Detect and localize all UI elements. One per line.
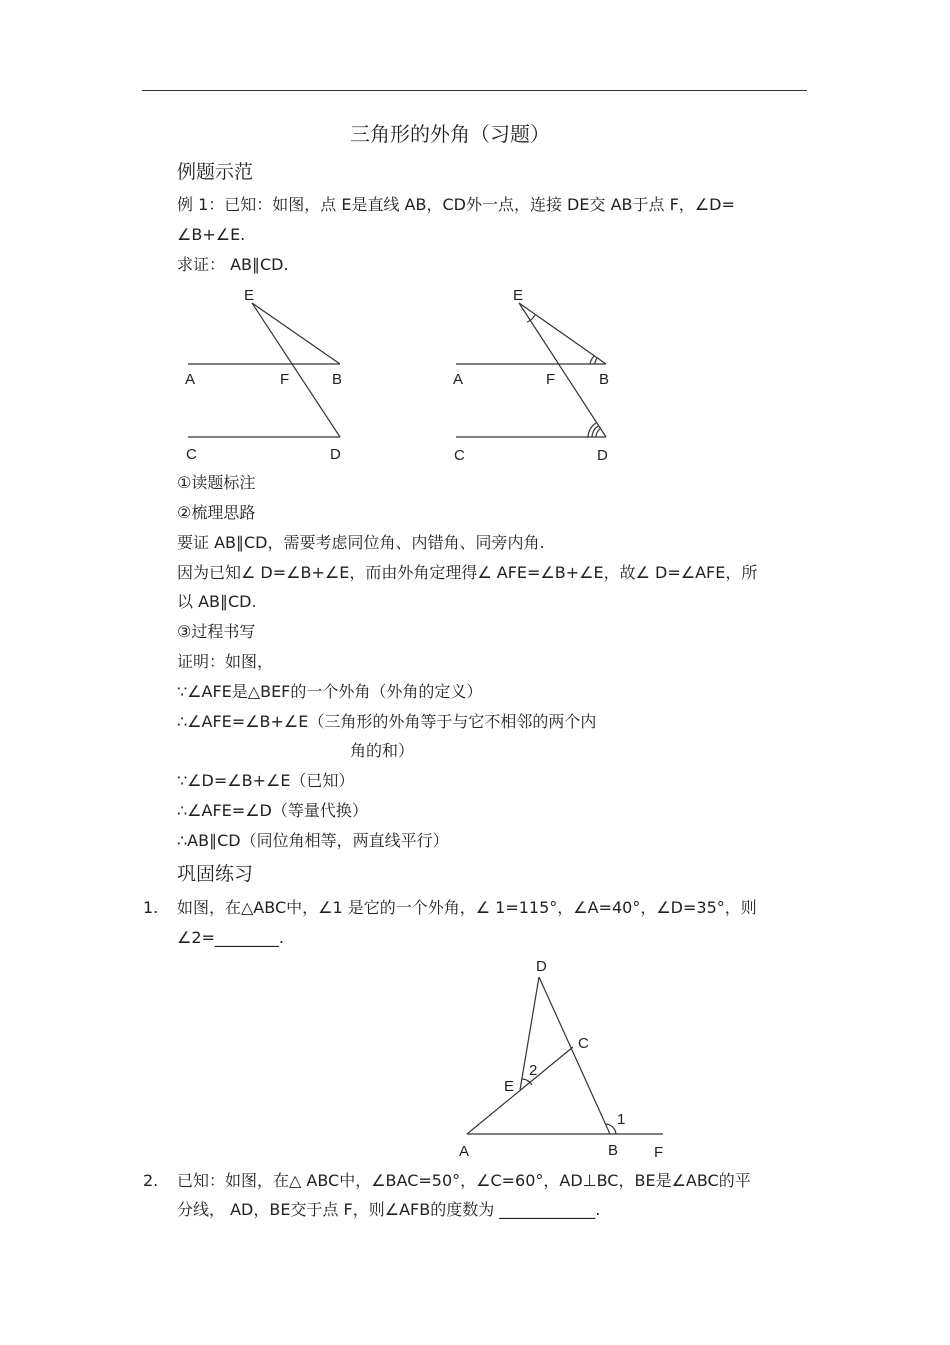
section-example-heading: 例题示范 (177, 161, 254, 183)
step-1: ①读题标注 (177, 473, 256, 492)
label-f-q1: F (654, 1144, 664, 1161)
step-2: ②梳理思路 (177, 503, 256, 522)
label-angle-2: 2 (529, 1062, 538, 1079)
label-a-q1: A (459, 1143, 470, 1160)
example-line-2: ∠B+∠E. (177, 225, 246, 244)
label-f-2: F (546, 371, 556, 388)
q1-line-2: ∠2=________. (177, 928, 285, 947)
label-c-2: C (454, 447, 465, 464)
label-d-2: D (597, 447, 608, 464)
label-d: D (330, 446, 341, 463)
q2-number: 2. (143, 1171, 159, 1190)
step-3: ③过程书写 (177, 622, 256, 641)
label-b: B (332, 371, 343, 388)
proof-line-3: ∵∠D=∠B+∠E（已知） (177, 771, 355, 790)
proof-line-2-cont: 角的和） (350, 741, 415, 760)
label-b-q1: B (608, 1142, 619, 1159)
label-e: E (244, 287, 255, 304)
proof-line-2: ∴∠AFE=∠B+∠E（三角形的外角等于与它不相邻的两个内 (177, 712, 597, 731)
proof-line-5: ∴AB∥CD（同位角相等，两直线平行） (177, 831, 449, 850)
page-title: 三角形的外角（习题） (350, 122, 550, 146)
label-e-2: E (513, 287, 524, 304)
label-a-2: A (453, 371, 464, 388)
q2-line-2: 分线， AD，BE交于点 F，则∠AFB的度数为 ____________. (177, 1200, 601, 1219)
segment-db (539, 977, 610, 1134)
q1-line-1: 如图，在△ABC中，∠1 是它的一个外角，∠ 1=115°，∠A=40°，∠D=35°，则 (177, 898, 757, 917)
segment-ac (467, 1047, 573, 1134)
reasoning-line-1: 要证 AB∥CD，需要考虑同位角、内错角、同旁内角. (177, 533, 545, 552)
label-a: A (185, 371, 196, 388)
q1-number: 1. (143, 898, 159, 917)
label-c: C (186, 446, 197, 463)
label-c-q1: C (578, 1035, 589, 1052)
proof-line-0: 证明：如图， (177, 652, 274, 671)
example-line-1: 例 1：已知：如图，点 E是直线 AB，CD外一点，连接 DE交 AB于点 F，∠D= (177, 195, 735, 214)
label-b-2: B (599, 371, 610, 388)
label-f: F (280, 371, 290, 388)
label-angle-1: 1 (617, 1111, 626, 1128)
q2-line-1: 已知：如图，在△ ABC中，∠BAC=50°，∠C=60°，AD⊥BC，BE是∠ABC的平 (177, 1171, 751, 1190)
proof-line-1: ∵∠AFE是△BEF的一个外角（外角的定义） (177, 682, 483, 701)
proof-line-4: ∴∠AFE=∠D（等量代换） (177, 801, 368, 820)
example-prove: 求证： AB∥CD. (177, 255, 289, 274)
reasoning-line-3: 以 AB∥CD. (177, 592, 257, 611)
section-practice-heading: 巩固练习 (177, 863, 254, 885)
label-d-q1: D (536, 958, 547, 975)
label-e-q1: E (504, 1078, 515, 1095)
reasoning-line-2: 因为已知∠ D=∠B+∠E，而由外角定理得∠ AFE=∠B+∠E，故∠ D=∠AFE，所 (177, 563, 758, 582)
